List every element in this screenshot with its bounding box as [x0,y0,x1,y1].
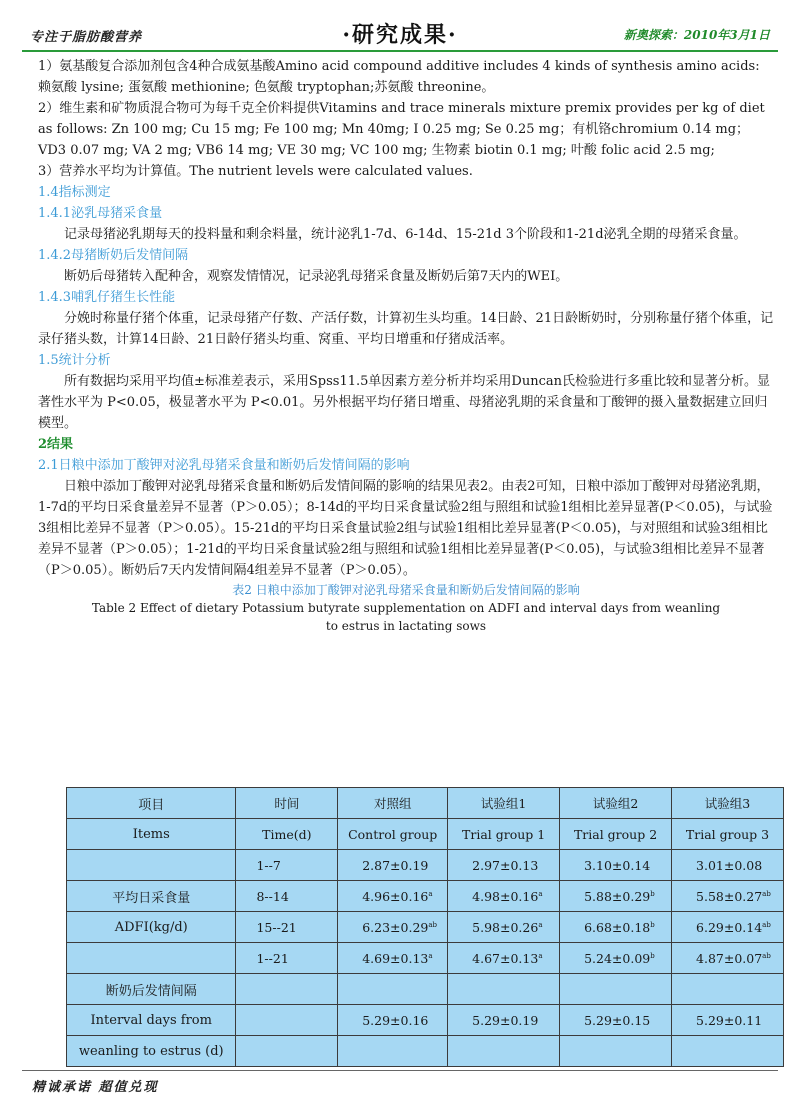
header-cell: Control group [338,819,448,850]
value-cell [338,943,448,974]
paragraph-1-4-2: 断奶后母猪转入配种舍，观察发情情况，记录泌乳母猪采食量及断奶后第7天内的WEI。 [64,269,569,284]
value-text: 5.24±0.09 [584,950,651,966]
significance-mark: a [428,951,433,960]
table-row [67,974,784,1005]
significance-mark: b [650,889,655,898]
section-heading-1-4-1: 1.4.1泌乳母猪采食量 [38,206,163,221]
empty-cell [560,974,672,1005]
value-text: 6.23±0.29 [362,919,429,935]
page-header [0,0,800,62]
footer-slogan: 精诚承诺 超值兑现 [32,1080,159,1095]
value-text: 6.29±0.14 [696,919,763,935]
value-cell: 5.29±0.16 [338,1005,448,1036]
value-cell: 5.29±0.19 [448,1005,560,1036]
table-caption-en-line2: to estrus in lactating sows [325,619,487,633]
value-cell [672,881,784,912]
value-cell [560,943,672,974]
row-label-cell [67,943,236,974]
header-cell: Trial group 2 [560,819,672,850]
empty-cell [448,974,560,1005]
value-text: 4.98±0.16 [472,888,539,904]
significance-mark: ab [762,951,771,960]
value-text: 4.96±0.16 [362,888,429,904]
table-row [67,1005,784,1036]
empty-cell [560,1036,672,1067]
empty-cell [338,974,448,1005]
header-cell: Trial group 3 [672,819,784,850]
value-cell [560,881,672,912]
header-cell: Items [67,819,236,850]
value-cell [560,912,672,943]
significance-mark: ab [762,889,771,898]
value-text: 5.58±0.27 [696,888,763,904]
header-divider [22,50,778,52]
page-footer [0,1064,800,1097]
empty-cell [448,1036,560,1067]
value-cell [338,912,448,943]
time-cell: 15--21 [236,912,338,943]
empty-cell [236,974,338,1005]
empty-cell [236,1036,338,1067]
table-caption-cn: 表2 日粮中添加丁酸钾对泌乳母猪采食量和断奶后发情间隔的影响 [232,583,580,597]
paragraph-1-4-3: 分娩时称量仔猪个体重，记录母猪产仔数、产活仔数，计算初生头均重。14日龄、21日龄断奶时，分别称量仔猪个体重，记录仔猪头数，计算14日龄、21日龄仔猪头均重、窝重、平均日增重和仔猪成活率。 [38,311,774,347]
value-text: 5.88±0.29 [584,888,651,904]
table-footnote-1: 1）氨基酸复合添加剂包含4种合成氨基酸Amino acid compound additive includes 4 kinds of synthesis amino acids: 赖氨酸 lysine; 蛋氨酸 methionine; 色氨酸 tryptophan;苏氨酸 threonine。 [38,59,760,95]
article-body [38,56,774,635]
header-cell: 试验组1 [448,788,560,819]
adfi-label-cn: 平均日采食量 [67,881,236,912]
significance-mark: a [538,920,543,929]
value-cell [338,850,448,881]
value-cell [448,912,560,943]
value-text: 4.69±0.13 [362,950,429,966]
value-cell [560,850,672,881]
section-heading-2: 2结果 [38,437,74,452]
table-footnote-2: 2）维生素和矿物质混合物可为每千克全价料提供Vitamins and trace minerals mixture premix provides per kg of diet as follows: Zn 100 mg; Cu 15 mg; Fe 100 mg; Mn 40mg; I 0.25 mg; Se 0.25 mg；有机铬chromium 0.14 mg；VD3 0.07 mg; VA 2 mg; VB6 14 mg; VE 30 mg; VC 100 mg; 生物素 biotin 0.1 mg; 叶酸 folic acid 2.5 mg; [38,101,765,158]
value-text: 5.98±0.26 [472,919,539,935]
time-cell: 1--21 [236,943,338,974]
time-cell: 8--14 [236,881,338,912]
significance-mark: a [538,889,543,898]
value-text: 3.01±0.08 [696,857,763,873]
significance-mark: a [428,889,433,898]
header-section-title: ·研究成果· [342,22,458,48]
value-cell [338,881,448,912]
section-heading-1-4: 1.4指标测定 [38,185,111,200]
value-cell [672,850,784,881]
table-row [67,1036,784,1067]
table-row [67,881,784,912]
empty-cell [236,1005,338,1036]
header-cell: 试验组2 [560,788,672,819]
paragraph-2-1: 日粮中添加丁酸钾对泌乳母猪采食量和断奶后发情间隔的影响的结果见表2。由表2可知，日粮中添加丁酸钾对母猪泌乳期，1-7d的平均日采食量差异不显著（P＞0.05）；8-14d的平均日采食量试验2组与照组和试验1组相比差异显著(P＜0.05)，与试验3组相比差异不显著（P＞0.05）。15-21d的平均日采食量试验2组与试验1组相比差异显著(P＜0.05)，与对照组和试验3组相比差异不显著（P＞0.05）；1-21d的平均日采食量试验2组与照组和试验1组相比差异显著(P＜0.05)，与试验3组相比差异不显著（P＞0.05）。断奶后7天内发情间隔4组差异不显著（P＞0.05）。 [38,479,773,578]
table-row [67,850,784,881]
value-text: 6.68±0.18 [584,919,651,935]
wei-label-en-line2: weanling to estrus (d) [67,1036,236,1067]
wei-label-cn: 断奶后发情间隔 [67,974,236,1005]
adfi-label-en: ADFI(kg/d) [67,912,236,943]
table-header-row-en [67,819,784,850]
significance-mark: a [538,951,543,960]
section-heading-2-1: 2.1日粮中添加丁酸钾对泌乳母猪采食量和断奶后发情间隔的影响 [38,458,410,473]
value-cell [672,912,784,943]
value-cell [448,881,560,912]
significance-mark: ab [428,920,438,929]
table-header-row-cn [67,788,784,819]
value-text: 2.97±0.13 [472,857,539,873]
table-footnote-3: 3）营养水平均为计算值。The nutrient levels were calculated values. [38,164,473,179]
wei-label-en-line1: Interval days from [67,1005,236,1036]
table-row [67,912,784,943]
value-text: 4.87±0.07 [696,950,763,966]
table-caption-en-line1: Table 2 Effect of dietary Potassium butyrate supplementation on ADFI and interval days from weanling [91,601,721,615]
header-cell: 时间 [236,788,338,819]
significance-mark: b [650,920,655,929]
header-date: 新奥探索：2010年3月1日 [623,28,770,42]
row-label-cell [67,850,236,881]
value-cell: 5.29±0.11 [672,1005,784,1036]
section-heading-1-4-2: 1.4.2母猪断奶后发情间隔 [38,248,189,263]
value-cell: 5.29±0.15 [560,1005,672,1036]
header-cell: Trial group 1 [448,819,560,850]
value-cell [448,943,560,974]
value-text: 3.10±0.14 [584,857,651,873]
empty-cell [672,1036,784,1067]
paragraph-1-4-1: 记录母猪泌乳期每天的投料量和剩余料量，统计泌乳1-7d、6-14d、15-21d 3个阶段和1-21d泌乳全期的母猪采食量。 [64,227,747,242]
section-heading-1-5: 1.5统计分析 [38,353,111,368]
header-journal-slogan: 专注于脂肪酸营养 [30,30,143,45]
table-row [67,943,784,974]
value-cell [448,850,560,881]
significance-mark: b [650,951,655,960]
header-cell: 项目 [67,788,236,819]
empty-cell [338,1036,448,1067]
results-table [66,787,784,1067]
section-heading-1-4-3: 1.4.3哺乳仔猪生长性能 [38,290,176,305]
significance-mark: ab [762,920,771,929]
paragraph-1-5: 所有数据均采用平均值±标准差表示，采用Spss11.5单因素方差分析并均采用Duncan氏检验进行多重比较和显著分析。显著性水平为 P<0.05，极显著水平为 P<0.01。另外根据平均仔猪日增重、母猪泌乳期的采食量和丁酸钾的摄入量数据建立回归模型。 [38,374,770,431]
value-text: 4.67±0.13 [472,950,539,966]
value-text: 2.87±0.19 [362,857,429,873]
value-cell [672,943,784,974]
header-cell: 试验组3 [672,788,784,819]
footer-divider [22,1070,778,1071]
header-cell: Time(d) [236,819,338,850]
header-cell: 对照组 [338,788,448,819]
empty-cell [672,974,784,1005]
time-cell: 1--7 [236,850,338,881]
